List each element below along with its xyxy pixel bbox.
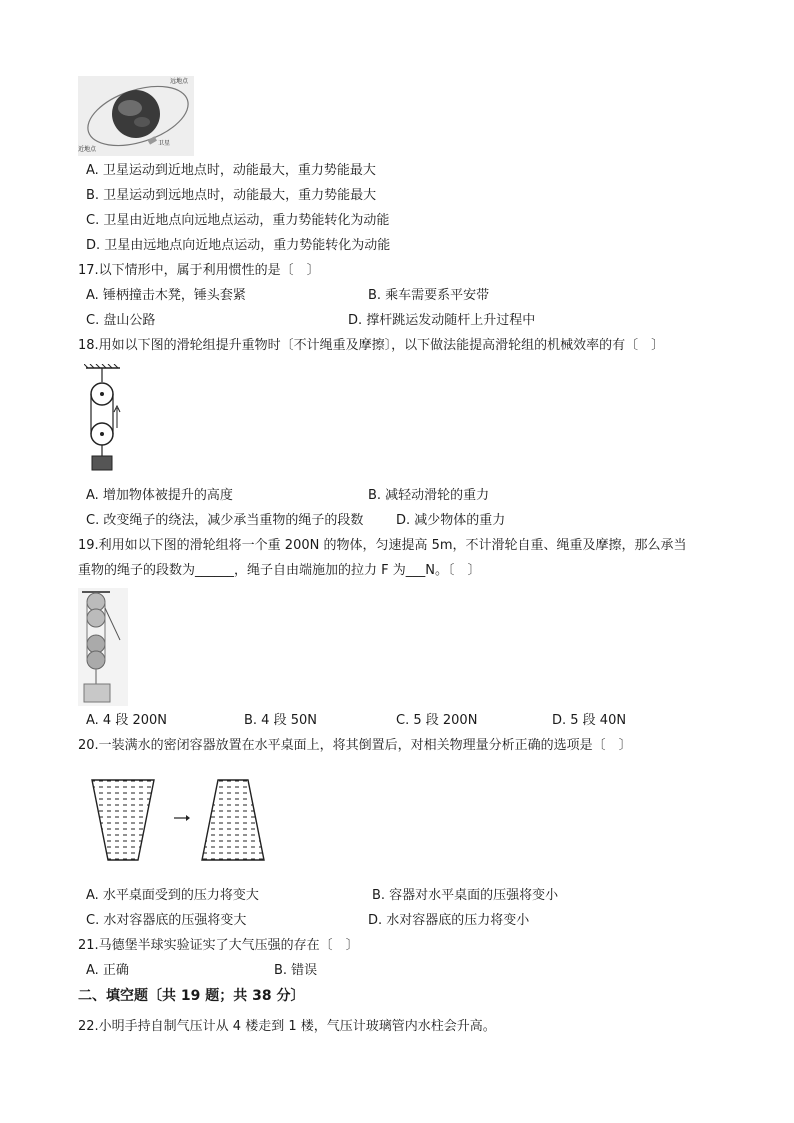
satellite-orbit-figure: [78, 76, 194, 156]
q17-option-b: B. 乘车需要系平安带: [368, 288, 490, 303]
q20-option-a: A. 水平桌面受到的压力将变大: [86, 888, 259, 903]
q16-option-c: C. 卫星由近地点向远地点运动，重力势能转化为动能: [86, 213, 390, 228]
q20-stem: 20.一装满水的密闭容器放置在水平桌面上，将其倒置后，对相关物理量分析正确的选项是〔 〕: [78, 738, 632, 753]
section-title: 二、填空题〔共 19 题；共 38 分〕: [78, 988, 305, 1004]
q19-stem-line2: 重物的绳子的段数为______，绳子自由端施加的拉力 F 为___N。〔 〕: [78, 563, 481, 578]
q17-stem: 17.以下情形中，属于利用惯性的是〔 〕: [78, 263, 320, 278]
near-point-label: 近地点: [78, 146, 97, 153]
q19-option-c: C. 5 段 200N: [396, 713, 478, 728]
q16-option-a: A. 卫星运动到近地点时，动能最大，重力势能最大: [86, 163, 376, 178]
q19-option-b: B. 4 段 50N: [244, 713, 317, 728]
q18-option-c: C. 改变绳子的绕法，减少承当重物的绳子的段数: [86, 513, 364, 528]
q20-option-d: D. 水对容器底的压力将变小: [368, 913, 530, 928]
q21-option-a: A. 正确: [86, 963, 129, 978]
q20-option-b: B. 容器对水平桌面的压强将变小: [372, 888, 559, 903]
q19-option-a: A. 4 段 200N: [86, 713, 168, 728]
far-point-label: 远地点: [170, 78, 189, 85]
q19-stem-line1: 19.利用如以下图的滑轮组将一个重 200N 的物体，匀速提高 5m，不计滑轮自重、绳重及摩擦，那么承当: [78, 538, 687, 553]
q17-option-d: D. 撑杆跳运发动随杆上升过程中: [348, 313, 536, 328]
q18-option-d: D. 减少物体的重力: [396, 513, 506, 528]
q16-option-d: D. 卫星由远地点向近地点运动，重力势能转化为动能: [86, 238, 391, 253]
container-inversion-figure: [90, 778, 280, 864]
q16-option-b: B. 卫星运动到远地点时，动能最大，重力势能最大: [86, 188, 377, 203]
pulley-figure-q19: [78, 588, 128, 706]
q22-stem: 22.小明手持自制气压计从 4 楼走到 1 楼，气压计玻璃管内水柱会升高。: [78, 1019, 496, 1034]
q21-stem: 21.马德堡半球实验证实了大气压强的存在〔 〕: [78, 938, 359, 953]
q21-option-b: B. 错误: [274, 963, 318, 978]
q18-option-b: B. 减轻动滑轮的重力: [368, 488, 490, 503]
q17-option-c: C. 盘山公路: [86, 313, 156, 328]
satellite-label: 卫星: [158, 140, 171, 147]
q20-option-c: C. 水对容器底的压强将变大: [86, 913, 247, 928]
q18-stem: 18.用如以下图的滑轮组提升重物时〔不计绳重及摩擦〕，以下做法能提高滑轮组的机械效率的有〔 〕: [78, 338, 665, 353]
q17-option-a: A. 锤柄撞击木凳，锤头套紧: [86, 288, 246, 303]
pulley-figure-q18: [84, 364, 124, 472]
q19-option-d: D. 5 段 40N: [552, 713, 627, 728]
q18-option-a: A. 增加物体被提升的高度: [86, 488, 233, 503]
